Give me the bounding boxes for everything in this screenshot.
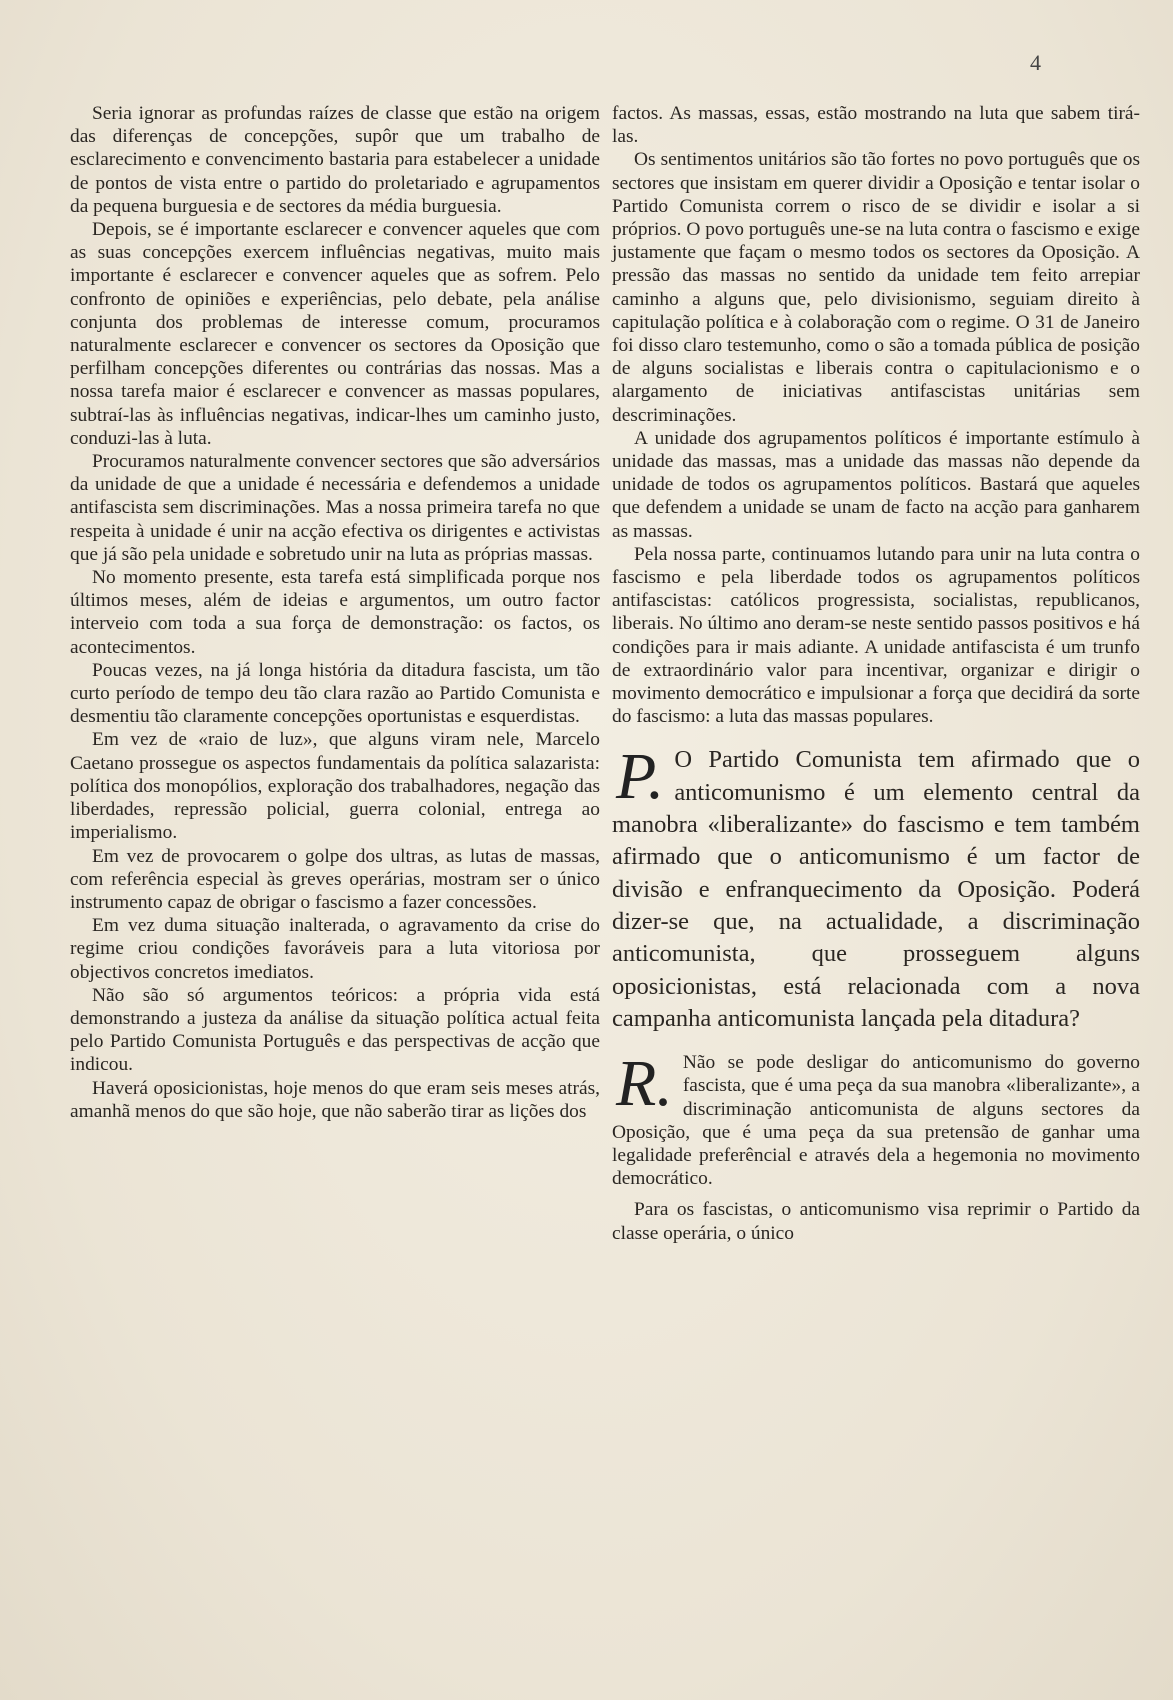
interview-question [612, 744, 1140, 1035]
paragraph: Não são só argumentos teóricos: a própria vida está demonstrando a justeza da análise da situação política actual feita pelo Partido Comunista Português e das perspectivas de acção que indicou. [70, 984, 600, 1076]
paragraph: Os sentimentos unitários são tão fortes no povo português que os sectores que insistam em querer dividir a Oposição e tentar isolar o Partido Comunista correm o risco de se dividir e isolar a si próprios. O povo português une-se na luta contra o fascismo e exige justamente que façam o mesmo todos os sectores da Oposição. A pressão das massas no sentido da unidade tem feito arrepiar caminho a alguns que, pelo divisionismo, seguiam direito à capitulação política e à colaboração com o regime. O 31 de Janeiro foi disso claro testemunho, como o são a tomada pública de posição de alguns socialistas e liberais contra o capitulacionismo e o alargamento de iniciativas antifascistas unitárias sem descriminações. [612, 149, 1140, 426]
paragraph: Seria ignorar as profundas raízes de classe que estão na origem das diferenças de concepções, supôr que um trabalho de esclarecimento e convencimento bastaria para estabelecer a unidade de pontos de vista entre o partido do proletariado e agrupamentos da pequena burguesia e de sectores da média burguesia. [70, 103, 600, 217]
paragraph: No momento presente, esta tarefa está simplificada porque nos últimos meses, além de ideias e argumentos, um outro factor interveio com toda a sua força de demonstração: os factos, os acontecimentos. [70, 567, 600, 658]
paragraph: factos. As massas, essas, estão mostrando na luta que sabem tirá-las. [612, 103, 1140, 148]
left-column [70, 102, 600, 1123]
question-text: O Partido Comunista tem afirmado que o anticomunismo é um elemento central da manobra «liberalizante» do fascismo e tem também afirmado que o anticomunismo é um factor de divisão e enfranquecimento da Oposição. Poderá dizer-se que, na actualidade, a discriminação anticomunista, que prosseguem alguns oposicionistas, está relacionada com a nova campanha anticomunista lançada pela ditadura? [612, 746, 1140, 1032]
paragraph: Em vez de «raio de luz», que alguns viram nele, Marcelo Caetano prossegue os aspectos fundamentais da política salazarista: política dos monopólios, exploração dos trabalhadores, negação das liberdades, repressão policial, guerra colonial, entrega ao imperialismo. [70, 729, 600, 844]
answer-initial: R. [616, 1051, 673, 1121]
paragraph: Em vez de provocarem o golpe dos ultras, as lutas de massas, com referência especial às greves operárias, mostram ser o único instrumento capaz de obrigar o fascismo a fazer concessões. [70, 845, 600, 913]
question-initial: P. [616, 744, 665, 814]
paragraph: Depois, se é importante esclarecer e convencer aqueles que com as suas concepções exercem influências negativas, muito mais importante é esclarecer e convencer aqueles que as sofrem. Pelo confronto de opiniões e experiências, pelo debate, pela análise conjunta dos problemas de interesse comum, procuramos naturalmente esclarecer e convencer os sectores da Oposição que perfilham concepções diferentes ou contrárias das nossas. Mas a nossa tarefa maior é esclarecer e convencer as massas populares, subtraí-las às influências negativas, indicar-lhes um caminho justo, conduzi-las à luta. [70, 219, 600, 449]
paragraph: Para os fascistas, o anticomunismo visa reprimir o Partido da classe operária, o único [612, 1199, 1140, 1244]
answer-text: Não se pode desligar do anticomunismo do governo fascista, que é uma peça da sua manobra «liberalizante», a discriminação anticomunista de alguns sectores da Oposição, que é uma peça da sua pretensão de ganhar uma legalidade preferêncial e através dela a hegemonia no movimento democrático. [612, 1052, 1140, 1190]
page-number: 4 [1030, 50, 1041, 75]
interview-answer [612, 1051, 1140, 1190]
paragraph: Haverá oposicionistas, hoje menos do que eram seis meses atrás, amanhã menos do que são hoje, que não saberão tirar as lições dos [70, 1077, 600, 1122]
right-column [612, 102, 1140, 1245]
paragraph: Procuramos naturalmente convencer sectores que são adversários da unidade de que a unidade é necessária e defendemos a unidade antifascista sem discriminações. Mas a nossa primeira tarefa no que respeita à unidade é unir na acção efectiva os dirigentes e activistas que já são pela unidade e sobretudo unir na luta as próprias massas. [70, 451, 600, 565]
paragraph: Poucas vezes, na já longa história da ditadura fascista, um tão curto período de tempo deu tão clara razão ao Partido Comunista e desmentiu tão claramente concepções oportunistas e esquerdistas. [70, 659, 600, 728]
paragraph: Pela nossa parte, continuamos lutando para unir na luta contra o fascismo e pela liberdade todos os agrupamentos políticos antifascistas: católicos progressista, socialistas, republicanos, liberais. No último ano deram-se neste sentido passos positivos e há condições para ir mais adiante. A unidade antifascista é um trunfo de extraordinário valor para incentivar, organizar e dirigir o movimento democrático e impulsionar a força que decidirá da sorte do fascismo: a luta das massas populares. [612, 543, 1140, 728]
paragraph: Em vez duma situação inalterada, o agravamento da crise do regime criou condições favoráveis para a luta vitoriosa por objectivos concretos imediatos. [70, 915, 600, 983]
paragraph: A unidade dos agrupamentos políticos é importante estímulo à unidade das massas, mas a unidade das massas não depende da unidade de todos os agrupamentos políticos. Bastará que aqueles que defendem a unidade se unam de facto na acção para ganharem as massas. [612, 427, 1140, 542]
